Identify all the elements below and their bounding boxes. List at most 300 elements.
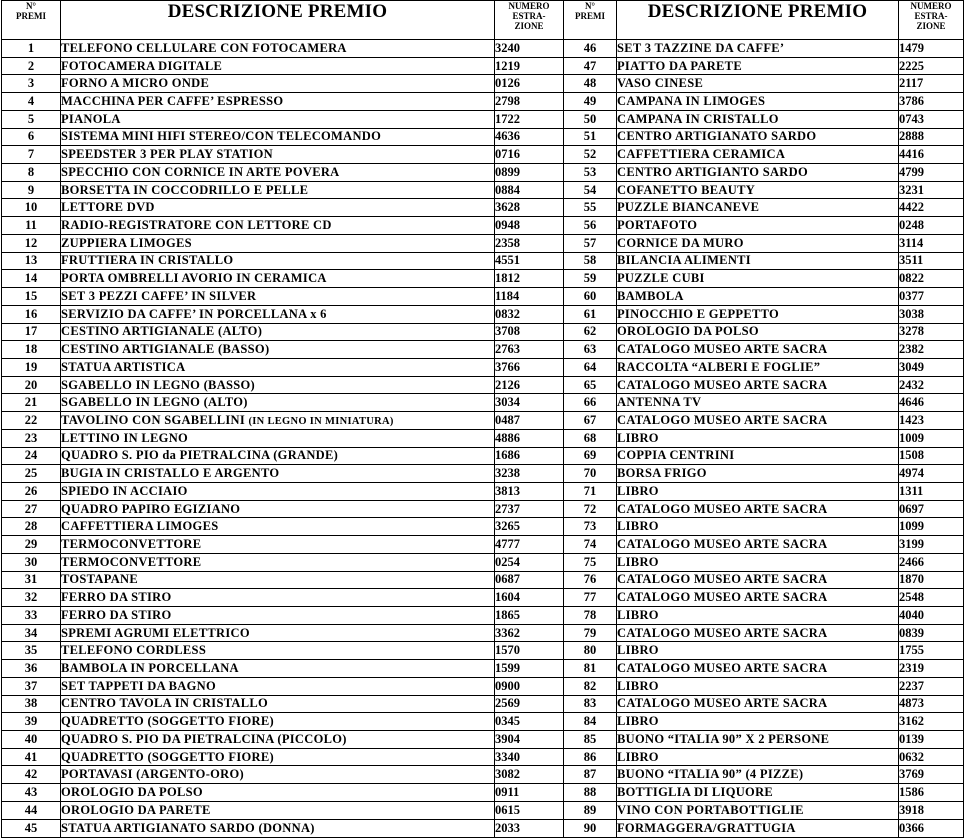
prize-description-note: (IN LEGNO IN MINIATURA) [248, 415, 394, 427]
prize-number: 45 [2, 819, 61, 837]
prize-number: 34 [2, 624, 61, 642]
prize-description [617, 40, 899, 58]
extraction-number: 1870 [899, 571, 964, 589]
prize-description [61, 323, 495, 341]
extraction-number: 3813 [495, 482, 564, 500]
prize-description-text: OROLOGIO DA POLSO [617, 324, 759, 339]
prize-description [61, 252, 495, 270]
prize-number: 69 [564, 447, 617, 465]
extraction-number: 2888 [899, 128, 964, 146]
extraction-number: 1812 [495, 270, 564, 288]
extraction-number: 3238 [495, 465, 564, 483]
extraction-number: 2737 [495, 500, 564, 518]
prize-number: 4 [2, 93, 61, 111]
extraction-number: 1865 [495, 607, 564, 625]
prize-description [617, 801, 899, 819]
extraction-number: 3240 [495, 40, 564, 58]
extraction-number: 3786 [899, 93, 964, 111]
prize-description-text: SPECCHIO CON CORNICE IN ARTE POVERA [61, 164, 340, 179]
prize-description-text: CAMPANA IN LIMOGES [617, 94, 766, 109]
header-number-line1: N° [25, 1, 37, 11]
extraction-number: 0911 [495, 784, 564, 802]
prize-description [61, 518, 495, 536]
prize-number: 88 [564, 784, 617, 802]
prize-number: 24 [2, 447, 61, 465]
table-row [2, 642, 964, 660]
table-row [2, 713, 964, 731]
prize-number: 36 [2, 660, 61, 678]
prize-number: 86 [564, 748, 617, 766]
prize-number: 19 [2, 358, 61, 376]
table-row [2, 819, 964, 837]
extraction-number: 4551 [495, 252, 564, 270]
extraction-number: 4040 [899, 607, 964, 625]
table-row [2, 40, 964, 58]
prize-description-text: ZUPPIERA LIMOGES [61, 235, 192, 250]
header-row [2, 1, 964, 40]
prize-description [61, 447, 495, 465]
prize-description [61, 784, 495, 802]
prize-number: 48 [564, 75, 617, 93]
table-row [2, 571, 964, 589]
prize-number: 3 [2, 75, 61, 93]
prize-description [61, 624, 495, 642]
prize-description-text: BUONO “ITALIA 90” (4 PIZZE) [617, 767, 804, 782]
prize-number: 23 [2, 429, 61, 447]
extraction-number: 2225 [899, 57, 964, 75]
prize-description-text: PIATTO DA PARETE [617, 58, 742, 73]
extraction-number: 3082 [495, 766, 564, 784]
extraction-number: 0899 [495, 164, 564, 182]
prize-description [617, 217, 899, 235]
table-row [2, 500, 964, 518]
prize-number: 29 [2, 536, 61, 554]
table-row [2, 217, 964, 235]
prize-description [61, 429, 495, 447]
extraction-number: 3199 [899, 536, 964, 554]
prize-description [617, 766, 899, 784]
prize-description [617, 784, 899, 802]
prize-description-text: VINO CON PORTABOTTIGLIE [617, 802, 804, 817]
prize-description [61, 819, 495, 837]
table-row [2, 784, 964, 802]
prize-description-text: CESTINO ARTIGIANALE (BASSO) [61, 342, 270, 357]
prize-description [617, 677, 899, 695]
header-extraction-line3: ZIONE [916, 21, 946, 31]
extraction-number: 2126 [495, 376, 564, 394]
extraction-number: 3708 [495, 323, 564, 341]
prize-number: 12 [2, 234, 61, 252]
table-row [2, 801, 964, 819]
prize-number: 90 [564, 819, 617, 837]
prize-description-text: CATALOGO MUSEO ARTE SACRA [617, 696, 828, 711]
extraction-number: 1722 [495, 110, 564, 128]
prize-description-text: COPPIA CENTRINI [617, 448, 735, 463]
prize-number: 65 [564, 376, 617, 394]
prize-number: 85 [564, 731, 617, 749]
prize-description-text: LIBRO [617, 678, 659, 693]
extraction-number: 4422 [899, 199, 964, 217]
prize-description-text: CATALOGO MUSEO ARTE SACRA [617, 412, 828, 427]
table-row [2, 731, 964, 749]
extraction-number: 0126 [495, 75, 564, 93]
extraction-number: 3511 [899, 252, 964, 270]
prize-description [617, 75, 899, 93]
prize-description [617, 518, 899, 536]
prize-number: 49 [564, 93, 617, 111]
extraction-number: 2033 [495, 819, 564, 837]
extraction-number: 2798 [495, 93, 564, 111]
prize-description-text: LIBRO [617, 643, 659, 658]
table-row [2, 323, 964, 341]
prize-description-text: QUADRO S. PIO da PIETRALCINA (GRANDE) [61, 448, 339, 463]
prize-number: 7 [2, 146, 61, 164]
prize-description [61, 234, 495, 252]
table-row [2, 589, 964, 607]
table-row [2, 358, 964, 376]
prize-description [61, 695, 495, 713]
table-row [2, 429, 964, 447]
prize-number: 63 [564, 341, 617, 359]
prize-description [617, 412, 899, 430]
prize-description [617, 447, 899, 465]
prize-number: 25 [2, 465, 61, 483]
prize-description [617, 57, 899, 75]
header-number-line2: PREMI [16, 11, 46, 21]
prize-number: 37 [2, 677, 61, 695]
table-row [2, 553, 964, 571]
prize-number: 15 [2, 288, 61, 306]
extraction-number: 1009 [899, 429, 964, 447]
header-extraction-line2: ESTRA- [512, 11, 546, 21]
extraction-number: 2569 [495, 695, 564, 713]
table-row [2, 536, 964, 554]
prize-description [617, 146, 899, 164]
extraction-number: 4974 [899, 465, 964, 483]
extraction-number: 0345 [495, 713, 564, 731]
prize-description [617, 571, 899, 589]
prize-description [61, 305, 495, 323]
table-row [2, 624, 964, 642]
prize-number: 26 [2, 482, 61, 500]
table-row [2, 607, 964, 625]
prize-number: 82 [564, 677, 617, 695]
extraction-number: 2117 [899, 75, 964, 93]
prize-number: 62 [564, 323, 617, 341]
prize-number: 61 [564, 305, 617, 323]
extraction-number: 4416 [899, 146, 964, 164]
prize-description [617, 288, 899, 306]
table-row [2, 234, 964, 252]
prize-description-text: QUADRETTO (SOGGETTO FIORE) [61, 714, 274, 729]
prize-description-text: RADIO-REGISTRATORE CON LETTORE CD [61, 218, 332, 233]
extraction-number: 0487 [495, 412, 564, 430]
header-extraction-right [899, 1, 964, 40]
prize-number: 71 [564, 482, 617, 500]
prize-number: 9 [2, 181, 61, 199]
prize-description [61, 110, 495, 128]
extraction-number: 0366 [899, 819, 964, 837]
prize-number: 22 [2, 412, 61, 430]
extraction-number: 2382 [899, 341, 964, 359]
prize-description [61, 482, 495, 500]
prize-description-text: SPEEDSTER 3 PER PLAY STATION [61, 147, 273, 162]
prize-description [617, 305, 899, 323]
prize-description-text: MACCHINA PER CAFFE’ ESPRESSO [61, 94, 284, 109]
prize-number: 44 [2, 801, 61, 819]
extraction-number: 4646 [899, 394, 964, 412]
prize-description-text: LIBRO [617, 519, 659, 534]
prize-number: 58 [564, 252, 617, 270]
prize-description [617, 128, 899, 146]
prize-description-text: RACCOLTA “ALBERI E FOGLIE” [617, 359, 821, 374]
prize-description [617, 429, 899, 447]
extraction-number: 1508 [899, 447, 964, 465]
prize-description-text: SPIEDO IN ACCIAIO [61, 483, 188, 498]
prize-number: 81 [564, 660, 617, 678]
prize-description [617, 695, 899, 713]
table-row [2, 57, 964, 75]
prize-description-text: LETTINO IN LEGNO [61, 430, 189, 445]
prize-number: 28 [2, 518, 61, 536]
prize-description [61, 642, 495, 660]
header-description-left: DESCRIZIONE PREMIO [61, 1, 495, 40]
table-row [2, 305, 964, 323]
prize-number: 68 [564, 429, 617, 447]
extraction-number: 3231 [899, 181, 964, 199]
prize-number: 83 [564, 695, 617, 713]
prize-description [617, 164, 899, 182]
extraction-number: 1184 [495, 288, 564, 306]
prize-description [61, 677, 495, 695]
prize-description-text: LIBRO [617, 554, 659, 569]
prize-number: 18 [2, 341, 61, 359]
extraction-number: 0716 [495, 146, 564, 164]
extraction-number: 3278 [899, 323, 964, 341]
prize-description-text: QUADRO PAPIRO EGIZIANO [61, 501, 241, 516]
prize-number: 38 [2, 695, 61, 713]
prize-number: 2 [2, 57, 61, 75]
prize-description-text: LIBRO [617, 430, 659, 445]
table-row [2, 110, 964, 128]
prize-description-text: QUADRETTO (SOGGETTO FIORE) [61, 749, 274, 764]
prize-description [617, 341, 899, 359]
extraction-number: 2763 [495, 341, 564, 359]
prize-description-text: COFANETTO BEAUTY [617, 182, 756, 197]
table-row [2, 288, 964, 306]
prize-number: 20 [2, 376, 61, 394]
prize-number: 1 [2, 40, 61, 58]
extraction-number: 0632 [899, 748, 964, 766]
prize-description [617, 536, 899, 554]
extraction-number: 3162 [899, 713, 964, 731]
prize-description-text: OROLOGIO DA POLSO [61, 785, 203, 800]
prize-description [61, 181, 495, 199]
prize-number: 51 [564, 128, 617, 146]
prize-number: 5 [2, 110, 61, 128]
prize-description [61, 553, 495, 571]
prize-number: 56 [564, 217, 617, 235]
prize-description-text: CATALOGO MUSEO ARTE SACRA [617, 625, 828, 640]
prize-description-text: CENTRO ARTIGIANATO SARDO [617, 129, 817, 144]
extraction-number: 1311 [899, 482, 964, 500]
prize-number: 43 [2, 784, 61, 802]
extraction-number: 1219 [495, 57, 564, 75]
extraction-number: 3766 [495, 358, 564, 376]
prize-description-text: PUZZLE BIANCANEVE [617, 200, 760, 215]
prize-description-text: LIBRO [617, 714, 659, 729]
prize-description-text: BUGIA IN CRISTALLO E ARGENTO [61, 466, 280, 481]
prize-description [617, 270, 899, 288]
prize-number: 57 [564, 234, 617, 252]
header-number-right [564, 1, 617, 40]
prize-description [617, 358, 899, 376]
prize-description-text: TAVOLINO CON SGABELLINI [61, 412, 246, 427]
table-row [2, 695, 964, 713]
prize-description-text: LIBRO [617, 749, 659, 764]
prize-description-text: BORSA FRIGO [617, 466, 707, 481]
prize-description [61, 748, 495, 766]
extraction-number: 3628 [495, 199, 564, 217]
prize-number: 40 [2, 731, 61, 749]
prize-number: 14 [2, 270, 61, 288]
prize-number: 13 [2, 252, 61, 270]
prize-description-text: CESTINO ARTIGIANALE (ALTO) [61, 324, 263, 339]
prize-description [617, 482, 899, 500]
table-row [2, 128, 964, 146]
prize-description-text: LIBRO [617, 607, 659, 622]
extraction-number: 3034 [495, 394, 564, 412]
table-row [2, 199, 964, 217]
extraction-number: 0687 [495, 571, 564, 589]
prize-description-text: STATUA ARTIGIANATO SARDO (DONNA) [61, 820, 315, 835]
prize-description [617, 748, 899, 766]
prize-description [61, 40, 495, 58]
prize-table [1, 0, 964, 838]
prize-number: 64 [564, 358, 617, 376]
extraction-number: 1570 [495, 642, 564, 660]
prize-description-text: TELEFONO CELLULARE CON FOTOCAMERA [61, 40, 347, 55]
prize-description [61, 341, 495, 359]
table-row [2, 465, 964, 483]
prize-description-text: CORNICE DA MURO [617, 235, 744, 250]
table-row [2, 766, 964, 784]
table-row [2, 93, 964, 111]
table-row [2, 660, 964, 678]
prize-description [617, 607, 899, 625]
prize-description-text: FRUTTIERA IN CRISTALLO [61, 253, 234, 268]
prize-description [617, 181, 899, 199]
prize-number: 17 [2, 323, 61, 341]
prize-description [617, 589, 899, 607]
prize-description-text: PINOCCHIO E GEPPETTO [617, 306, 780, 321]
extraction-number: 3038 [899, 305, 964, 323]
prize-description [61, 270, 495, 288]
extraction-number: 3362 [495, 624, 564, 642]
extraction-number: 0884 [495, 181, 564, 199]
prize-description-text: SISTEMA MINI HIFI STEREO/CON TELECOMANDO [61, 129, 382, 144]
prize-description [61, 500, 495, 518]
header-number-line2: PREMI [575, 11, 605, 21]
prize-description-text: BORSETTA IN COCCODRILLO E PELLE [61, 182, 309, 197]
prize-number: 74 [564, 536, 617, 554]
extraction-number: 1604 [495, 589, 564, 607]
prize-number: 33 [2, 607, 61, 625]
prize-description [61, 93, 495, 111]
extraction-number: 3918 [899, 801, 964, 819]
extraction-number: 1755 [899, 642, 964, 660]
prize-number: 42 [2, 766, 61, 784]
prize-description [61, 199, 495, 217]
prize-number: 89 [564, 801, 617, 819]
prize-description-text: BUONO “ITALIA 90” X 2 PERSONE [617, 731, 830, 746]
prize-number: 70 [564, 465, 617, 483]
prize-number: 50 [564, 110, 617, 128]
extraction-number: 1586 [899, 784, 964, 802]
header-number-left [2, 1, 61, 40]
extraction-number: 1599 [495, 660, 564, 678]
extraction-number: 2237 [899, 677, 964, 695]
prize-description [61, 607, 495, 625]
table-row [2, 341, 964, 359]
prize-description-text: PORTAVASI (ARGENTO-ORO) [61, 767, 244, 782]
prize-description [61, 571, 495, 589]
prize-number: 46 [564, 40, 617, 58]
prize-description [61, 589, 495, 607]
prize-number: 41 [2, 748, 61, 766]
prize-number: 30 [2, 553, 61, 571]
prize-description-text: CATALOGO MUSEO ARTE SACRA [617, 661, 828, 676]
prize-description-text: CATALOGO MUSEO ARTE SACRA [617, 377, 828, 392]
prize-description [617, 376, 899, 394]
prize-description [61, 146, 495, 164]
extraction-number: 4886 [495, 429, 564, 447]
prize-description [617, 660, 899, 678]
prize-description-text: CENTRO TAVOLA IN CRISTALLO [61, 696, 269, 711]
prize-description-text: BAMBOLA [617, 288, 684, 303]
prize-description-text: LETTORE DVD [61, 200, 155, 215]
prize-description [61, 358, 495, 376]
prize-description [617, 394, 899, 412]
prize-number: 10 [2, 199, 61, 217]
prize-description-text: CENTRO ARTIGIANTO SARDO [617, 164, 808, 179]
extraction-number: 0254 [495, 553, 564, 571]
prize-description [617, 199, 899, 217]
extraction-number: 1686 [495, 447, 564, 465]
prize-description-text: PUZZLE CUBI [617, 271, 705, 286]
prize-number: 31 [2, 571, 61, 589]
prize-number: 66 [564, 394, 617, 412]
prize-number: 73 [564, 518, 617, 536]
prize-description-text: CATALOGO MUSEO ARTE SACRA [617, 501, 828, 516]
prize-description-text: FOTOCAMERA DIGITALE [61, 58, 223, 73]
prize-description-text: SPREMI AGRUMI ELETTRICO [61, 625, 250, 640]
extraction-number: 1423 [899, 412, 964, 430]
prize-description [617, 323, 899, 341]
table-row [2, 252, 964, 270]
table-row [2, 677, 964, 695]
prize-number: 87 [564, 766, 617, 784]
header-extraction-left [495, 1, 564, 40]
prize-description-text: STATUA ARTISTICA [61, 359, 186, 374]
prize-number: 60 [564, 288, 617, 306]
extraction-number: 0948 [495, 217, 564, 235]
prize-description-text: TERMOCONVETTORE [61, 536, 202, 551]
prize-description-text: CATALOGO MUSEO ARTE SACRA [617, 536, 828, 551]
table-row [2, 146, 964, 164]
prize-number: 6 [2, 128, 61, 146]
prize-description [61, 412, 495, 430]
